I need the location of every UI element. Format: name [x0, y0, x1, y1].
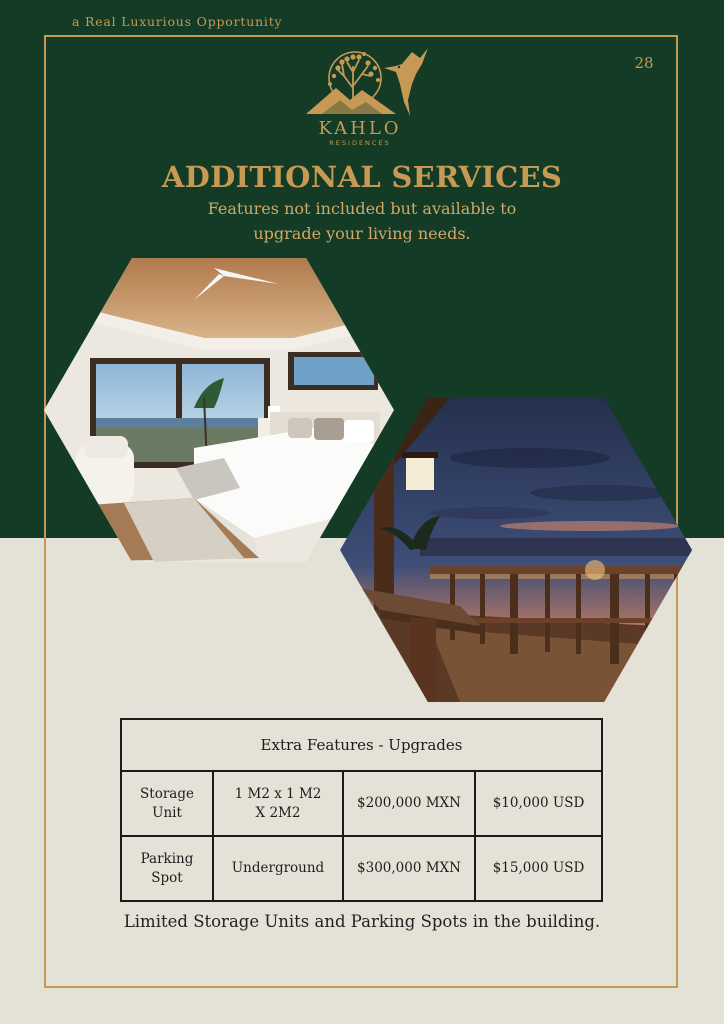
- features-table: [120, 718, 603, 902]
- item-cell: [121, 836, 213, 901]
- spec-cell: [213, 771, 343, 836]
- page-subtitle: [162, 196, 562, 246]
- price-usd-cell: $10,000 USD: [475, 771, 602, 836]
- price-usd-cell: $15,000 USD: [475, 836, 602, 901]
- spec-line-1: Underground: [231, 860, 325, 876]
- price-mxn-cell: $300,000 MXN: [343, 836, 475, 901]
- table-header-row: [121, 719, 602, 771]
- subtitle-line-1: Features not included but available to: [207, 199, 517, 218]
- table-row: [121, 771, 602, 836]
- tagline: a Real Luxurious Opportunity: [72, 14, 283, 29]
- logo-wordmark: KAHLO: [318, 118, 402, 139]
- footer-note: Limited Storage Units and Parking Spots in the building.: [123, 912, 601, 931]
- spec-line-1: 1 M2 x 1 M2: [234, 785, 322, 802]
- item-cell: [121, 771, 213, 836]
- spec-line-2: X 2M2: [255, 804, 301, 821]
- price-mxn-cell: $200,000 MXN: [343, 771, 475, 836]
- item-name-line-1: Parking: [140, 850, 194, 867]
- page-title: ADDITIONAL SERVICES: [161, 160, 563, 194]
- logo-subtitle: RESIDENCES: [329, 139, 391, 147]
- table-header: Extra Features - Upgrades: [121, 719, 602, 771]
- terrace-sunset-photo: [340, 398, 692, 702]
- item-name-line-1: Storage: [140, 785, 194, 802]
- subtitle-line-2: upgrade your living needs.: [253, 224, 471, 243]
- spec-cell: [213, 836, 343, 901]
- kahlo-logo: [300, 44, 430, 148]
- table-row: [121, 836, 602, 901]
- item-name-line-2: Spot: [151, 869, 183, 886]
- item-name-line-2: Unit: [152, 804, 182, 821]
- page-number: 28: [634, 54, 654, 72]
